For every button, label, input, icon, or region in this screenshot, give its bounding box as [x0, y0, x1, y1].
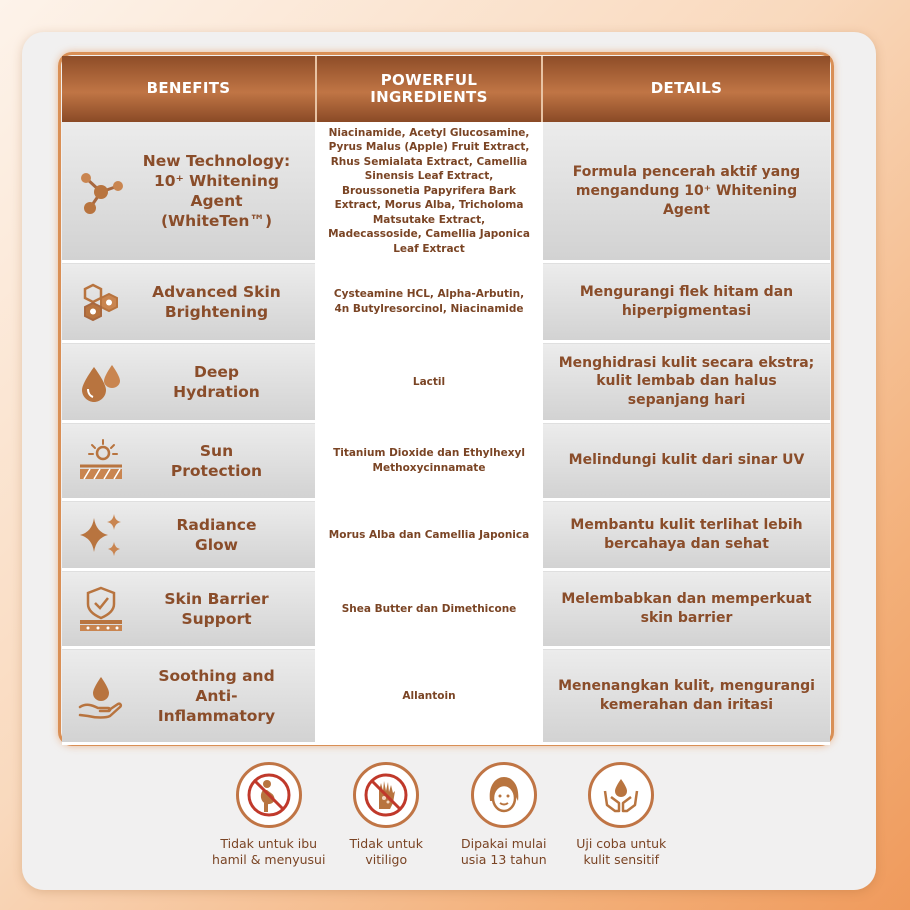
- molecule-icon: [76, 166, 126, 216]
- benefit-cell: [62, 648, 316, 744]
- table-row: [62, 570, 830, 648]
- badge-sensitive-tested: [563, 762, 681, 872]
- benefit-label-line: (WhiteTen™): [160, 212, 273, 231]
- benefit-label-line: New Technology:: [142, 151, 291, 170]
- usage-badges: [210, 762, 680, 872]
- benefit-label-line: Protection: [170, 461, 263, 480]
- header-ingredients-line1: POWERFUL: [380, 70, 478, 89]
- benefit-cell: [62, 500, 316, 570]
- skin-barrier-shield-icon: [76, 584, 126, 634]
- badge-caption-line: Dipakai mulai: [460, 836, 547, 851]
- hexagon-cells-icon: [76, 277, 126, 327]
- badge-circle: [588, 762, 654, 828]
- ingredients-cell: Allantoin: [316, 648, 542, 744]
- benefit-cell: [62, 422, 316, 500]
- hands-drop-icon: [597, 771, 645, 819]
- benefit-label-line: Skin Barrier: [164, 589, 269, 608]
- benefit-cell: [62, 570, 316, 648]
- badge-circle: [471, 762, 537, 828]
- header-details: DETAILS: [542, 56, 830, 122]
- table-row: [62, 262, 830, 342]
- benefit-label-line: Inflammatory: [157, 706, 276, 725]
- table-row: [62, 500, 830, 570]
- benefit-label-line: Glow: [194, 535, 238, 554]
- details-cell: Menenangkan kulit, mengurangi kemerahan dan iritasi: [542, 648, 830, 744]
- badge-caption-line: Tidak untuk ibu: [220, 836, 318, 851]
- table-header-row: [62, 56, 830, 122]
- benefit-cell: [62, 262, 316, 342]
- table-row: [62, 422, 830, 500]
- details-cell: Formula pencerah aktif yang mengandung 10⁺ Whitening Agent: [542, 122, 830, 262]
- ingredients-cell: Titanium Dioxide dan Ethylhexyl Methoxycinnamate: [316, 422, 542, 500]
- badge-circle: [353, 762, 419, 828]
- hand-drop-icon: [76, 671, 126, 721]
- sun-shield-icon: [76, 436, 126, 486]
- benefit-label-line: Hydration: [173, 382, 260, 401]
- benefit-label-line: Soothing and: [158, 666, 275, 685]
- details-cell: Membantu kulit terlihat lebih bercahaya dan sehat: [542, 500, 830, 570]
- badge-caption-line: kulit sensitif: [583, 851, 659, 867]
- benefit-label-line: Brightening: [164, 302, 269, 321]
- no-vitiligo-hand-icon: [362, 771, 410, 819]
- header-ingredients-line2: INGREDIENTS: [370, 88, 488, 106]
- badge-caption-line: vitiligo: [365, 851, 408, 867]
- badge-caption-line: Uji coba untuk: [576, 836, 667, 851]
- badge-caption-line: Tidak untuk: [349, 836, 423, 851]
- benefit-label-line: Radiance: [176, 515, 257, 534]
- benefit-label-line: Advanced Skin: [152, 282, 281, 301]
- table-row: [62, 342, 830, 422]
- details-cell: Melembabkan dan memperkuat skin barrier: [542, 570, 830, 648]
- details-cell: Menghidrasi kulit secara ekstra; kulit lembab dan halus sepanjang hari: [542, 342, 830, 422]
- sparkles-icon: [76, 510, 126, 560]
- benefits-table: [62, 56, 830, 745]
- header-benefits: BENEFITS: [62, 56, 316, 122]
- benefit-label-line: Support: [181, 609, 252, 628]
- ingredients-cell: Shea Butter dan Dimethicone: [316, 570, 542, 648]
- ingredients-cell: Niacinamide, Acetyl Glucosamine, Pyrus Malus (Apple) Fruit Extract, Rhus Semialata Extract, Camellia Sinensis Leaf Extract, Broussonetia Papyrifera Bark Extract, Morus Alba, Tricholoma Matsutake Extract, Madecassoside, Camellia Japonica Leaf Extract: [316, 122, 542, 262]
- badge-circle: [236, 762, 302, 828]
- water-drops-icon: [76, 357, 126, 407]
- ingredients-cell: Lactil: [316, 342, 542, 422]
- badge-not-for-vitiligo: [328, 762, 446, 872]
- badge-age-13: [445, 762, 563, 872]
- benefit-cell: [62, 342, 316, 422]
- badge-not-for-pregnant: [210, 762, 328, 872]
- table-row: [62, 648, 830, 744]
- ingredients-cell: Morus Alba dan Camellia Japonica: [316, 500, 542, 570]
- benefit-label-line: Deep: [194, 362, 239, 381]
- badge-caption-line: usia 13 tahun: [460, 851, 547, 867]
- benefit-label-line: 10⁺ Whitening Agent: [154, 172, 279, 211]
- ingredients-cell: Cysteamine HCL, Alpha-Arbutin, 4n Butylresorcinol, Niacinamide: [316, 262, 542, 342]
- details-cell: Melindungi kulit dari sinar UV: [542, 422, 830, 500]
- teen-face-icon: [480, 771, 528, 819]
- details-cell: Mengurangi flek hitam dan hiperpigmentasi: [542, 262, 830, 342]
- benefit-cell: [62, 122, 316, 262]
- header-ingredients: [316, 56, 542, 122]
- benefit-label-line: Sun: [199, 441, 234, 460]
- benefit-label-line: Anti-: [195, 686, 238, 705]
- badge-caption-line: hamil & menyusui: [212, 851, 326, 867]
- table-row: [62, 122, 830, 262]
- no-pregnant-icon: [245, 771, 293, 819]
